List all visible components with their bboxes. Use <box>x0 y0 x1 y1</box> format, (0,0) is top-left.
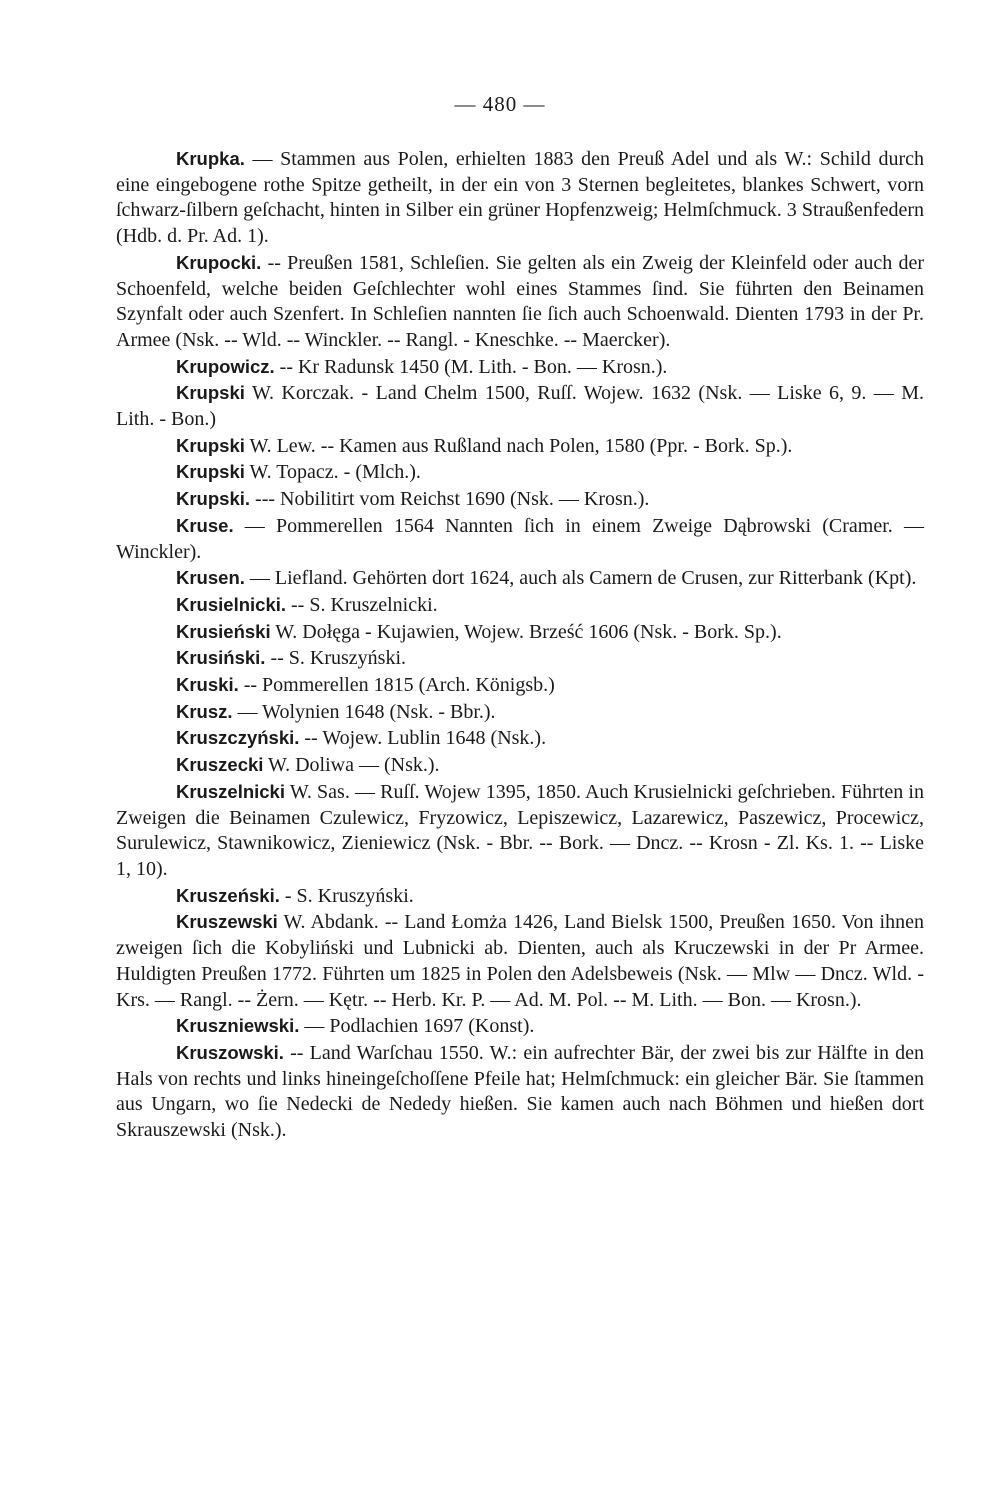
entry-text: -- S. Kruszyński. <box>265 647 406 670</box>
entry-list <box>116 146 924 1144</box>
entry-name: Kruszelnicki <box>176 780 285 802</box>
entry-name: Kruszecki <box>176 754 264 776</box>
entry <box>116 883 924 910</box>
entry-name: Krupocki. <box>176 251 262 273</box>
entry-name: Krupski. <box>176 488 251 510</box>
entry <box>116 592 924 619</box>
entry-name: Kruszniewski. <box>176 1015 300 1037</box>
entry <box>116 146 924 250</box>
entry-name: Kruse. <box>176 514 234 536</box>
entry <box>116 725 924 752</box>
entry-text: -- Pommerellen 1815 (Arch. Königsb.) <box>238 674 555 697</box>
entry-text: — Podlachien 1697 (Konst). <box>299 1015 535 1038</box>
entry <box>116 699 924 726</box>
entry-name: Kruszczyński. <box>176 727 300 749</box>
entry-name: Kruszeński. <box>176 884 280 906</box>
entry-text: -- S. Kruszelnicki. <box>286 593 438 616</box>
entry-text: - S. Kruszyński. <box>279 884 414 907</box>
entry-name: Krupowicz. <box>176 355 275 377</box>
entry-text: — Wolynien 1648 (Nsk. - Bbr.). <box>232 700 496 723</box>
entry-name: Krupski <box>176 434 245 456</box>
entry-text: --- Nobilitirt vom Reichst 1690 (Nsk. — Krosn.). <box>250 488 650 511</box>
entry-text: W. Dołęga - Kujawien, Wojew. Brześć 1606 (Nsk. - Bork. Sp.). <box>270 620 782 643</box>
entry-text: W. Abdank. -- Land Łomża 1426, Land Bielsk 1500, Preußen 1650. Von ihnen zweigen ſich die Kobyliński und Lubnicki ab. Dienten, auch als Kruczewski in der Pr Armee. Huldigten Preußen 1772. Führten um 1825 in Polen den Adelsbeweis (Nsk. — Mlw — Dncz. Wld. - Krs. — Rangl. -- Żern. — Kętr. -- Herb. Kr. P. — Ad. M. Pol. -- M. Lith. — Bon. — Krosn.). <box>116 911 924 1011</box>
entry-text: W. Topacz. - (Mlch.). <box>244 461 421 484</box>
entry <box>116 565 924 592</box>
entry-name: Krupski <box>176 461 245 483</box>
entry-text: -- Wojew. Lublin 1648 (Nsk.). <box>299 727 547 750</box>
entry-text: W. Korczak. - Land Chelm 1500, Ruſſ. Wojew. 1632 (Nsk. — Liske 6, 9. — M. Lith. - Bon.) <box>116 382 924 431</box>
entry-name: Kruski. <box>176 674 239 696</box>
entry-text: W. Sas. — Ruſſ. Wojew 1395, 1850. Auch Krusielnicki geſchrieben. Führten in Zweigen die Beinamen Czulewicz, Fryzowicz, Lepiszewicz, Lazarewicz, Paszewicz, Procewicz, Surulewicz, Stawnikowicz, Zieniewicz (Nsk. - Bbr. -- Bork. — Dncz. -- Krosn - Zl. Ks. 1. -- Liske 1, 10). <box>116 780 924 880</box>
entry <box>116 909 924 1013</box>
entry <box>116 513 924 565</box>
entry-name: Krupski <box>176 382 245 404</box>
entry <box>116 459 924 486</box>
entry <box>116 1040 924 1144</box>
entry-name: Krusz. <box>176 700 233 722</box>
entry-text: W. Doliwa — (Nsk.). <box>263 754 440 777</box>
entry-name: Krusen. <box>176 567 245 589</box>
entry <box>116 1013 924 1040</box>
entry-name: Krusieński <box>176 620 271 642</box>
entry-name: Kruszowski. <box>176 1041 284 1063</box>
entry-text: -- Land Warſchau 1550. W.: ein aufrechter Bär, der zwei bis zur Hälfte in den Hals von rechts und links hineingeſchoſſene Pfeile hat; Helmſchmuck: ein gleicher Bär. Sie ſtammen aus Ungarn, wo ſie Nedecki de Nededy hießen. Sie kamen auch nach Böhmen und hießen dort Skrauszewski (Nsk.). <box>116 1041 924 1142</box>
page-number: — 480 — <box>454 92 546 116</box>
entry-name: Krusiński. <box>176 647 266 669</box>
entry-text: — Stammen aus Polen, erhielten 1883 den Preuß Adel und als W.: Schild durch eine eingebogene rothe Spitze getheilt, in der ein von 3 Sternen begleitetes, blankes Schwert, vorn ſchwarz-ſilbern geſchacht, hinten in Silber ein grüner Hopfenzweig; Helmſchmuck. 3 Straußenfedern (Hdb. d. Pr. Ad. 1). <box>116 148 924 248</box>
entry <box>116 250 924 354</box>
entry-name: Krusielnicki. <box>176 593 287 615</box>
entry-name: Kruszewski <box>176 911 278 933</box>
entry <box>116 645 924 672</box>
entry-text: -- Preußen 1581, Schleſien. Sie gelten als ein Zweig der Kleinfeld oder auch der Schoenfeld, welche beiden Geſchlechter wohl eines Stammes ſind. Sie führten den Beinamen Szynfalt oder auch Szenfert. In Schleſien nannten ſie ſich auch Schoenwald. Dienten 1793 in der Pr. Armee (Nsk. -- Wld. -- Winckler. -- Rangl. - Kneschke. -- Maercker). <box>116 251 924 351</box>
entry-text: — Pommerellen 1564 Nannten ſich in einem Zweige Dąbrowski (Cramer. — Winckler). <box>116 514 924 563</box>
entry <box>116 619 924 646</box>
entry-text: — Liefland. Gehörten dort 1624, auch als Camern de Crusen, zur Ritterbank (Kpt). <box>244 567 917 590</box>
entry-text: -- Kr Radunsk 1450 (M. Lith. - Bon. — Krosn.). <box>274 355 668 378</box>
entry <box>116 380 924 432</box>
entry-name: Krupka. <box>176 148 245 169</box>
entry <box>116 354 924 381</box>
entry <box>116 672 924 699</box>
entry <box>116 752 924 779</box>
entry-text: W. Lew. -- Kamen aus Rußland nach Polen, 1580 (Ppr. - Bork. Sp.). <box>244 434 793 457</box>
entry <box>116 433 924 460</box>
entry <box>116 779 924 883</box>
entry <box>116 486 924 513</box>
